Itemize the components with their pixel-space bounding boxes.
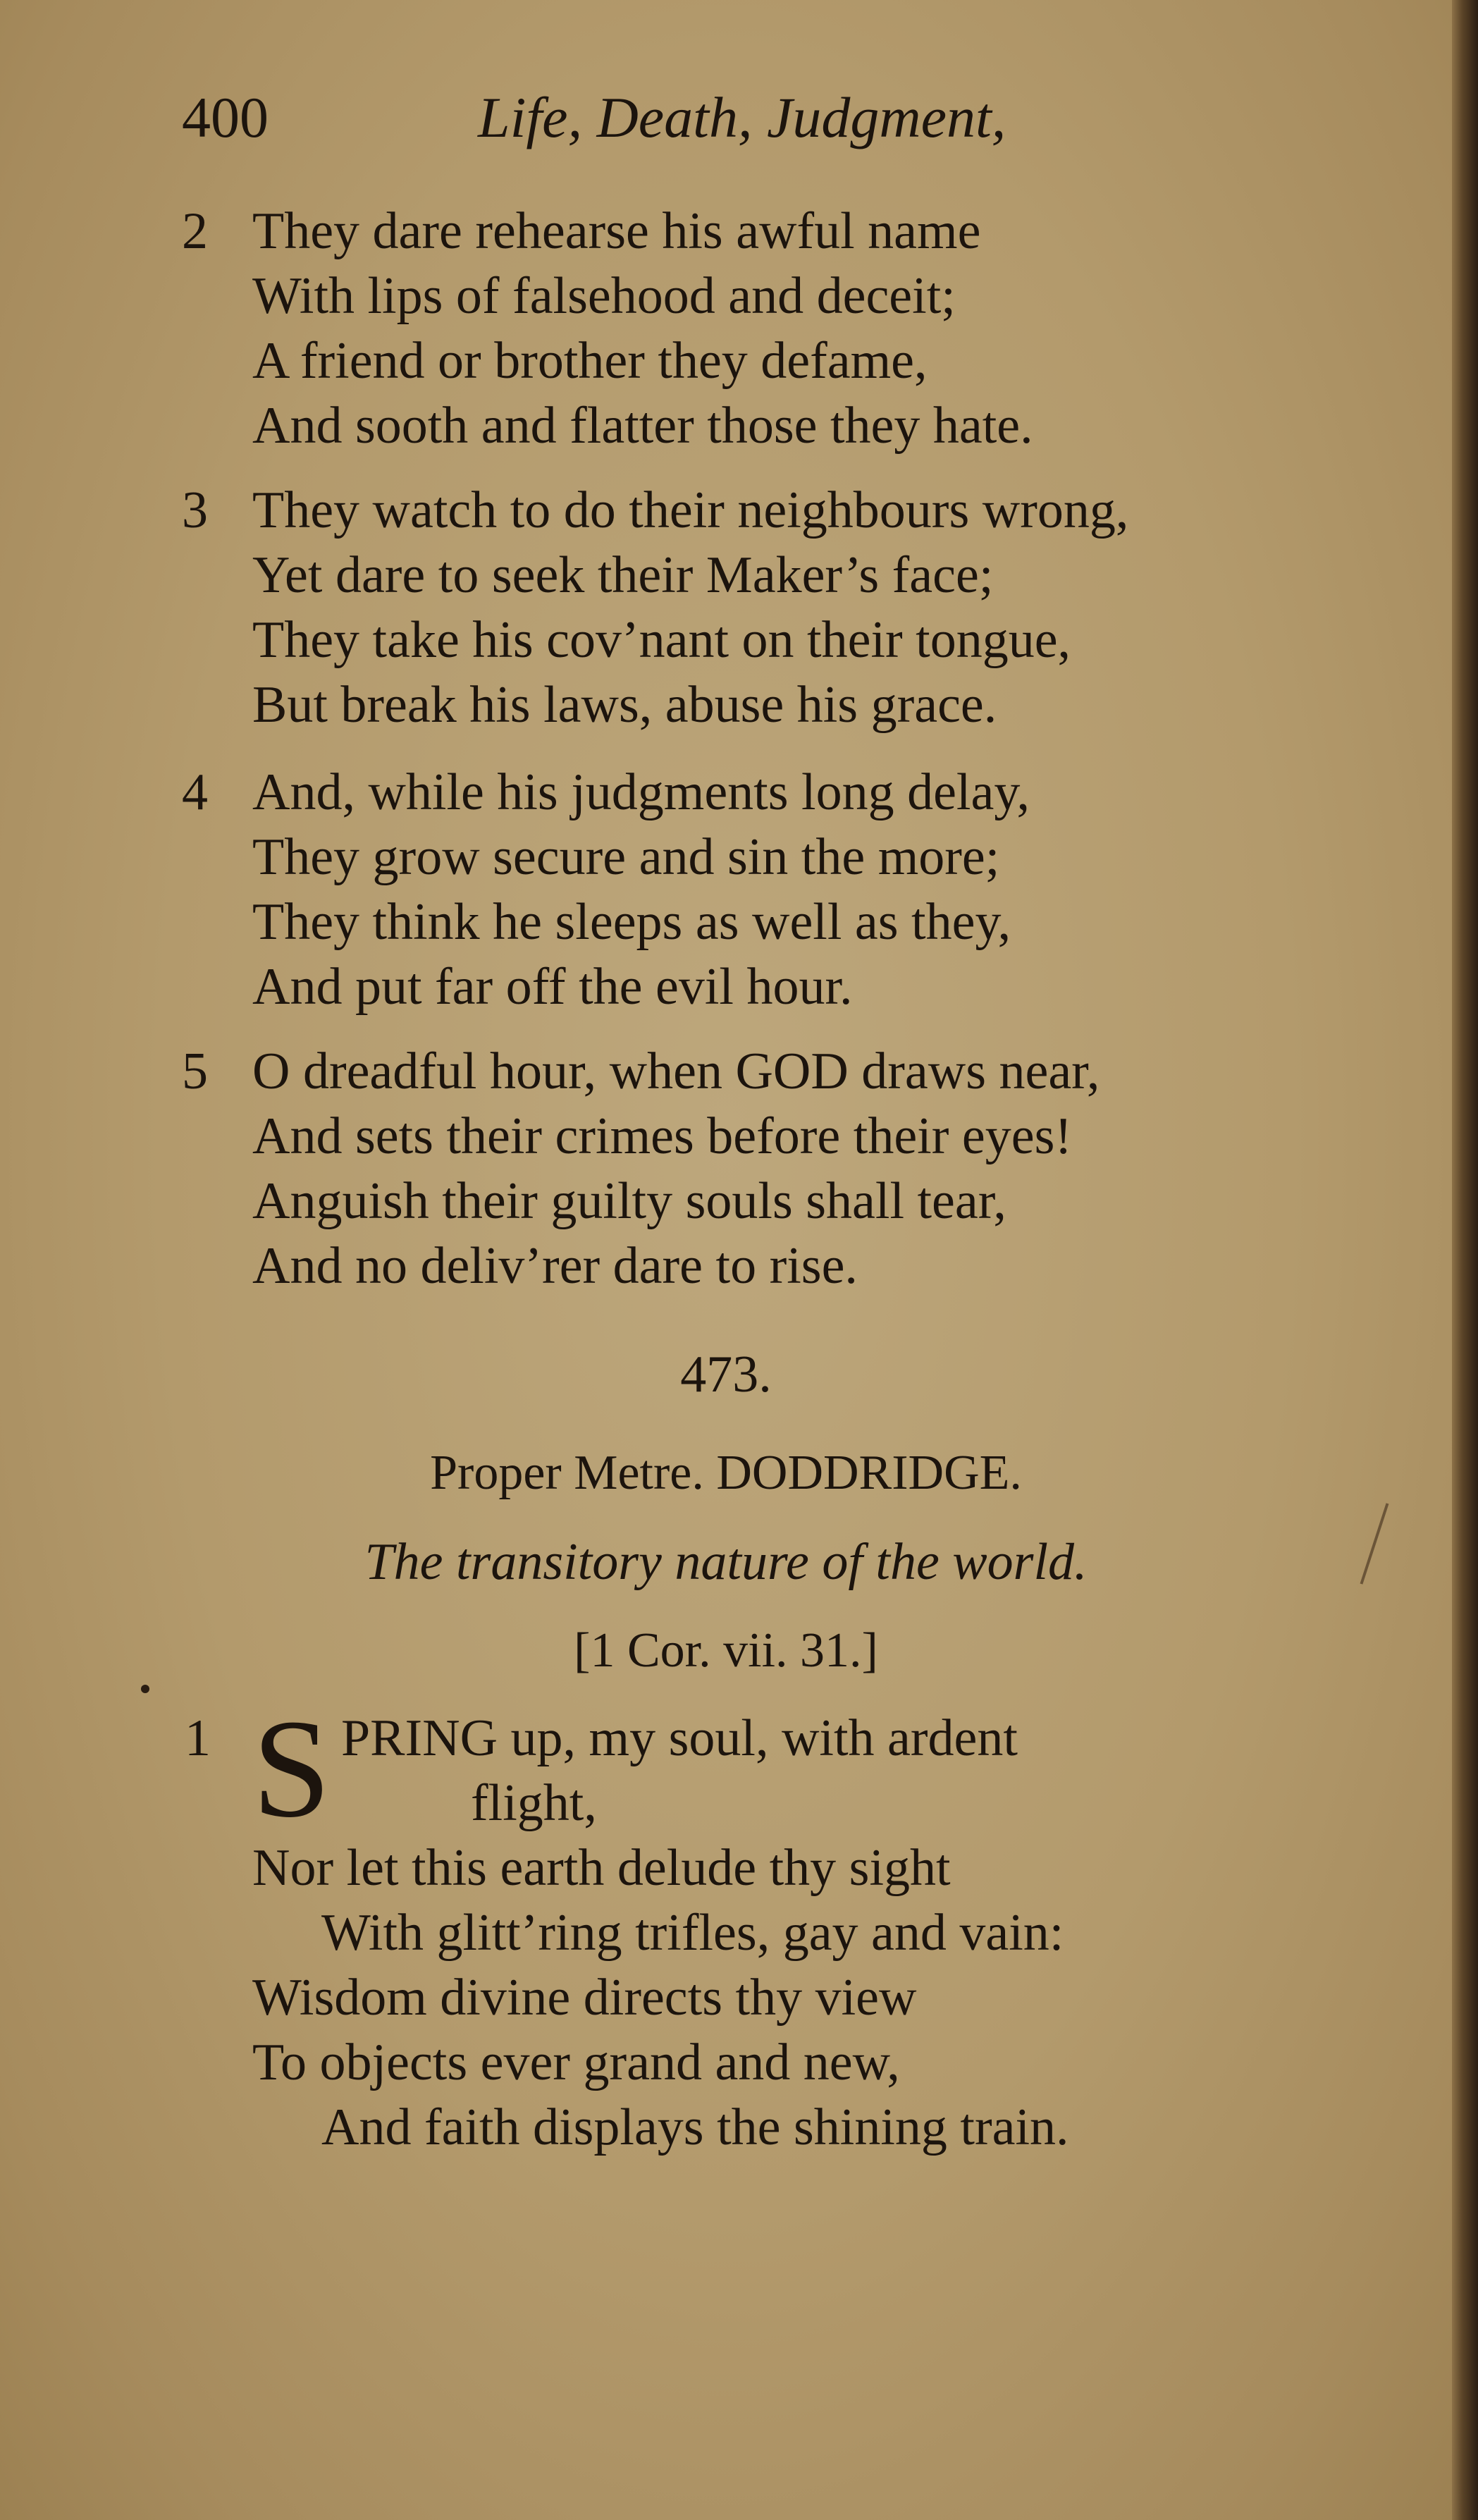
hymn-author: DODDRIDGE. bbox=[716, 1446, 1022, 1500]
verse-line: And, while his judgments long delay, bbox=[252, 763, 1030, 821]
page-number: 400 bbox=[182, 85, 269, 149]
stanza-number: 1 bbox=[185, 1709, 211, 1767]
stanza-number: 4 bbox=[182, 763, 208, 821]
verse-line: flight, bbox=[471, 1774, 597, 1832]
hymn-number: 473. bbox=[680, 1346, 772, 1403]
verse-line: And sooth and flatter those they hate. bbox=[252, 397, 1033, 455]
running-title: Life, Death, Judgment, bbox=[478, 85, 1006, 149]
hymn-metre: Proper Metre. bbox=[430, 1446, 704, 1500]
stanza-number: 2 bbox=[182, 202, 208, 260]
verse-line: They grow secure and sin the more; bbox=[252, 828, 1000, 886]
verse-line: Yet dare to seek their Maker’s face; bbox=[252, 546, 994, 604]
verse-line: And faith displays the shining train. bbox=[321, 2098, 1069, 2156]
verse-line: And put far off the evil hour. bbox=[252, 958, 853, 1016]
verse-line: And no deliv’rer dare to rise. bbox=[252, 1237, 858, 1295]
page-header bbox=[182, 79, 1380, 156]
hymn-theme: The transitory nature of the world. bbox=[364, 1533, 1088, 1591]
verse-line: They watch to do their neighbours wrong, bbox=[252, 481, 1129, 539]
stanza-number: 5 bbox=[182, 1043, 208, 1100]
verse-line: With glitt’ring trifles, gay and vain: bbox=[321, 1904, 1064, 1962]
verse-line: A friend or brother they defame, bbox=[252, 332, 928, 390]
verse-line: And sets their crimes before their eyes! bbox=[252, 1107, 1073, 1165]
hymn-metre-line bbox=[0, 1438, 1452, 1508]
stanza-number: 3 bbox=[182, 481, 208, 539]
verse-line: They take his cov’nant on their tongue, bbox=[252, 611, 1071, 669]
page-edge bbox=[1452, 0, 1478, 2520]
verse-line: Nor let this earth delude thy sight bbox=[252, 1839, 951, 1897]
verse-line: PRING up, my soul, with ardent bbox=[341, 1709, 1018, 1767]
verse-line: To objects ever grand and new, bbox=[252, 2034, 900, 2091]
verse-line: O dreadful hour, when GOD draws near, bbox=[252, 1043, 1100, 1100]
verse-line: They dare rehearse his awful name bbox=[252, 202, 981, 260]
verse-line: Wisdom divine directs thy view bbox=[252, 1969, 917, 2027]
verse-line: Anguish their guilty souls shall tear, bbox=[252, 1172, 1006, 1230]
drop-cap: S bbox=[252, 1691, 331, 1847]
ink-spot bbox=[141, 1685, 149, 1693]
verse-line: With lips of falsehood and deceit; bbox=[252, 267, 956, 325]
verse-line: But break his laws, abuse his grace. bbox=[252, 676, 997, 734]
verse-line: They think he sleeps as well as they, bbox=[252, 893, 1011, 951]
scripture-reference: [1 Cor. vii. 31.] bbox=[574, 1623, 878, 1678]
